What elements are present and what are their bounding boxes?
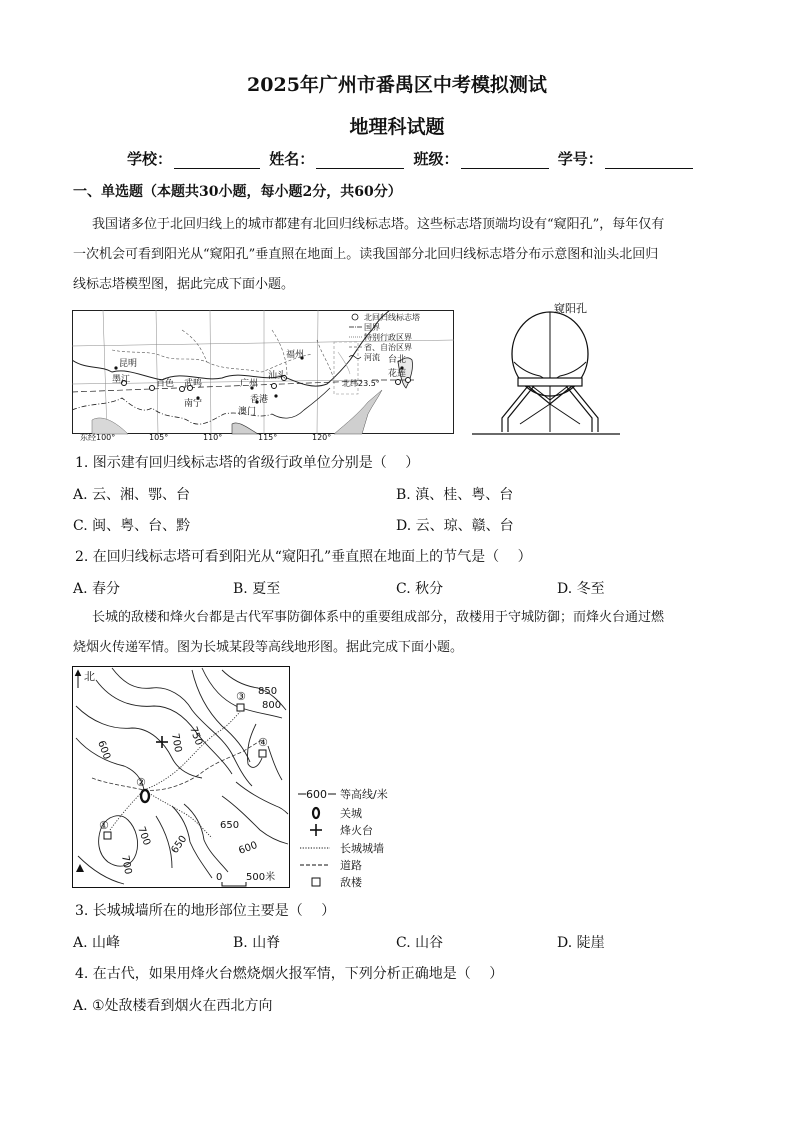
question-1-option-b[interactable]: B. 滇、桂、粤、台 xyxy=(396,487,514,503)
city-label: 汕头 xyxy=(268,371,287,381)
contour-label: 650 xyxy=(220,820,240,831)
contour-label: 600 xyxy=(237,839,259,857)
id-label: 学号： xyxy=(557,150,603,168)
intro-line-2: 一次机会可看到阳光从“窥阳孔”垂直照在地面上。读我国部分北回归线标志塔分布示意图和汕头北回归 xyxy=(73,247,659,262)
legend-contour-value: 600 xyxy=(306,788,327,801)
contour-label: 650 xyxy=(169,833,190,856)
intro-line-1: 我国诸多位于北回归线上的城市都建有北回归线标志塔。这些标志塔顶端均设有“窥阳孔”，每年仅有 xyxy=(92,217,665,232)
question-3-option-d[interactable]: D. 陡崖 xyxy=(557,935,605,951)
marker-3: ③ xyxy=(236,690,246,703)
tropic-tower-map xyxy=(72,310,454,444)
tower-model-diagram xyxy=(470,300,622,440)
lon-label: 105° xyxy=(149,433,169,442)
student-info-row xyxy=(127,148,697,169)
id-blank[interactable] xyxy=(605,152,693,169)
legend-wall-label: 长城城墙 xyxy=(340,842,384,855)
marker-2: ② xyxy=(136,776,146,789)
city-label: 台北 xyxy=(388,355,407,365)
legend-watchtower-label: 敌楼 xyxy=(340,876,362,889)
city-label: 武鸣 xyxy=(184,379,203,389)
question-2-option-b[interactable]: B. 夏至 xyxy=(233,581,281,597)
contour-label: 800 xyxy=(262,700,282,711)
section-heading: 一、单选题（本题共30小题，每小题2分，共60分） xyxy=(73,184,402,200)
city-label: 广州 xyxy=(240,379,259,389)
watchtower-icon xyxy=(259,750,266,757)
watchtower-icon xyxy=(104,832,111,839)
question-1-option-c[interactable]: C. 闽、粤、台、黔 xyxy=(73,518,191,534)
city-label: 昆明 xyxy=(119,359,138,369)
scale-distance: 500米 xyxy=(246,872,276,883)
class-label: 班级： xyxy=(413,150,459,168)
page-subtitle: 地理科试题 xyxy=(349,116,445,138)
legend-road-label: 道路 xyxy=(340,859,362,872)
tropic-latitude-label: 北纬23.5° xyxy=(342,379,380,388)
great-wall-contour-map xyxy=(72,666,404,890)
city-label: 南宁 xyxy=(184,399,203,409)
contour-label: 750 xyxy=(187,725,205,747)
question-1-option-d[interactable]: D. 云、琼、赣、台 xyxy=(396,518,514,534)
legend-sar-label: 特别行政区界 xyxy=(364,333,412,342)
watchtower-icon xyxy=(237,704,244,711)
pass-fortress-icon xyxy=(141,790,149,802)
question-3-option-a[interactable]: A. 山峰 xyxy=(73,935,121,951)
sun-hole-label: 窥阳孔 xyxy=(554,302,587,315)
question-3-stem: 3. 长城城墙所在的地形部位主要是（ ） xyxy=(75,903,336,919)
legend-watchtower-icon xyxy=(312,878,320,886)
legend-pass-icon xyxy=(313,808,319,818)
question-3-option-b[interactable]: B. 山脊 xyxy=(233,935,281,951)
question-1-stem: 1. 图示建有回归线标志塔的省级行政单位分别是（ ） xyxy=(75,455,420,471)
legend-contour-label: 等高线/米 xyxy=(340,788,388,801)
city-label: 福州 xyxy=(286,350,305,360)
marker-4: ④ xyxy=(258,736,268,749)
legend-province-label: 省、自治区界 xyxy=(364,343,412,352)
page-title: 2025年广州市番禺区中考模拟测试 xyxy=(247,74,547,96)
north-label: 北 xyxy=(84,670,95,683)
legend-pass-label: 关城 xyxy=(340,807,362,820)
city-label: 花莲 xyxy=(388,369,407,379)
intro2-line-1: 长城的敌楼和烽火台都是古代军事防御体系中的重要组成部分，敌楼用于守城防御；而烽火台通过燃 xyxy=(92,610,665,625)
lon-label: 115° xyxy=(258,433,278,442)
name-blank[interactable] xyxy=(316,152,404,169)
legend-beacon-icon xyxy=(310,824,322,836)
question-2-stem: 2. 在回归线标志塔可看到阳光从“窥阳孔”垂直照在地面上的节气是（ ） xyxy=(75,549,532,565)
contour-label: 700 xyxy=(135,825,153,847)
lon-label: 东经100° xyxy=(80,433,116,442)
legend-beacon-label: 烽火台 xyxy=(340,824,373,837)
city-label: 墨江 xyxy=(112,375,131,385)
legend-tower-label: 北回归线标志塔 xyxy=(364,313,420,322)
question-2-option-d[interactable]: D. 冬至 xyxy=(557,581,605,597)
marker-1: ① xyxy=(99,819,109,832)
question-2-option-c[interactable]: C. 秋分 xyxy=(396,581,444,597)
question-2-option-a[interactable]: A. 春分 xyxy=(73,581,121,597)
city-label: 百色 xyxy=(156,379,175,389)
school-label: 学校： xyxy=(127,150,173,168)
question-3-option-c[interactable]: C. 山谷 xyxy=(396,935,444,951)
lon-label: 110° xyxy=(203,433,223,442)
question-4-option-a[interactable]: A. ①处敌楼看到烟火在西北方向 xyxy=(73,998,273,1014)
legend-border-label: 国界 xyxy=(364,323,380,332)
contour-label: 700 xyxy=(169,732,184,754)
question-1-option-a[interactable]: A. 云、湘、鄂、台 xyxy=(73,487,191,503)
question-4-stem: 4. 在古代，如果用烽火台燃烧烟火报军情，下列分析正确地是（ ） xyxy=(75,966,504,982)
contour-label: 850 xyxy=(258,686,278,697)
contour-label: 600 xyxy=(95,739,113,761)
school-blank[interactable] xyxy=(174,152,260,169)
legend-river-label: 河流 xyxy=(364,353,380,362)
scale-zero: 0 xyxy=(216,872,223,883)
intro-line-3: 线标志塔模型图，据此完成下面小题。 xyxy=(73,277,295,292)
contour-label: 700 xyxy=(119,854,134,876)
lon-label: 120° xyxy=(312,433,332,442)
city-label: 香港 xyxy=(250,395,269,405)
class-blank[interactable] xyxy=(461,152,549,169)
name-label: 姓名： xyxy=(269,150,315,168)
intro2-line-2: 烧烟火传递军情。图为长城某段等高线地形图。据此完成下面小题。 xyxy=(73,640,464,655)
city-label: 澳门 xyxy=(238,407,257,417)
